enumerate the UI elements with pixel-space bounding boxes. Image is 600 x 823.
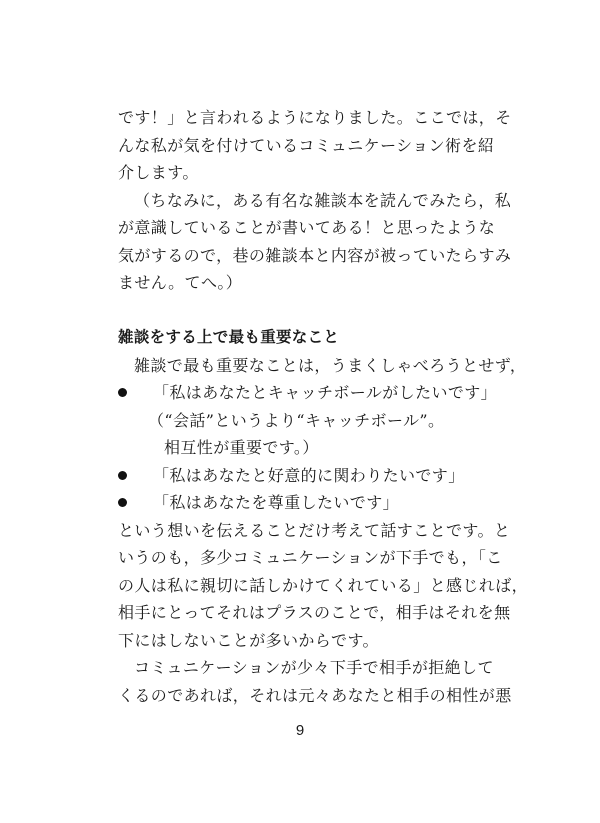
aside-line: が意識していることが書いてある！と思ったような (118, 218, 496, 237)
aside-line: 気がするので，巷の雑談本と内容が被っていたらすみ (118, 245, 512, 265)
intro-line: んな私が気を付けているコミュニケーション術を紹 (118, 135, 495, 155)
bullet-note: 相互性が重要です。） (164, 438, 319, 457)
section-lead: 雑談で最も重要なことは，うまくしゃべろうとせず， (134, 355, 527, 375)
body-line: という想いを伝えることだけ考えて話すことです。と (118, 520, 511, 540)
section-heading: 雑談をする上で最も重要なこと (118, 328, 340, 346)
bullet-icon (118, 388, 127, 397)
bullet-item (118, 489, 490, 517)
bullet-text: 「私はあなたと好意的に関わりたいです」 (153, 465, 465, 485)
bullet-note: （“会話”というより“キャッチボール”。 (148, 410, 445, 430)
page-number: 9 (295, 722, 305, 739)
body-line: の人は私に親切に話しかけてくれている」と感じれば， (118, 575, 529, 595)
main-text (118, 104, 529, 709)
bullet-icon (118, 471, 127, 480)
body-line: いうのも，多少コミュニケーションが下手でも，「こ (118, 548, 503, 567)
aside-line: （ちなみに，ある有名な雑談本を読んでみたら，私 (134, 190, 512, 210)
bullet-item (118, 462, 490, 490)
intro-line: です！」と言われるようになりました。ここでは，そ (118, 108, 512, 127)
bullet-icon (118, 498, 127, 507)
closing-line: コミュニケーションが少々下手で相手が拒絶して (134, 658, 494, 677)
intro-line: 介します。 (118, 163, 199, 182)
body-line: 下にはしないことが多いからです。 (118, 630, 379, 650)
bullet-item (118, 379, 498, 407)
bullet-text: 「私はあなたとキャッチボールがしたいです」 (153, 383, 498, 402)
aside-line: ません。てへ。） (118, 273, 243, 292)
body-line: 相手にとってそれはプラスのことで，相手はそれを無 (118, 603, 511, 622)
paragraph-gap (118, 297, 490, 325)
closing-line: くるのであれば，それは元々あなたと相手の相性が悪 (118, 685, 512, 705)
bullet-text: 「私はあなたを尊重したいです」 (153, 493, 400, 512)
